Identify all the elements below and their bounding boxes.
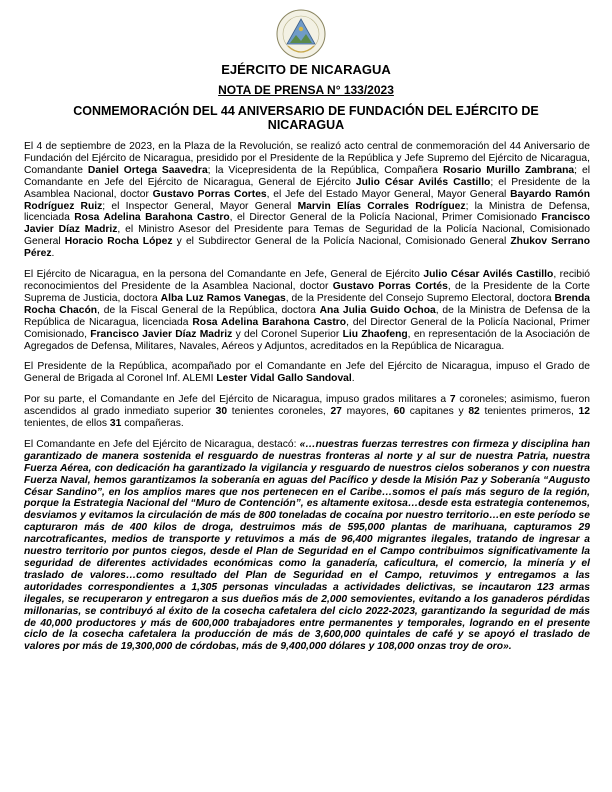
bold-text: Brenda Rocha Chacón — [24, 292, 590, 316]
paragraph-3 — [24, 361, 590, 385]
text-run: , de la Presidente de la Corte Suprema de Justicia, doctora — [24, 280, 590, 304]
text-run: ; el Presidente de la Asamblea Nacional, doctor — [24, 176, 591, 200]
bold-text: 82 — [468, 406, 480, 418]
text-run: mayores, — [341, 406, 394, 418]
nicaragua-coat-of-arms-seal-icon — [270, 8, 332, 64]
bold-text: Daniel Ortega Saavedra — [87, 164, 208, 176]
organization-name: EJÉRCITO DE NICARAGUA — [221, 62, 391, 77]
bold-text: Horacio Rocha López — [64, 236, 173, 248]
text-run: , en representación de la Asociación de Agregados de Defensa, Militares, Navales, Aéreos y Adjuntos, acreditados en la República de Nicaragua. — [24, 328, 590, 352]
text-run: . — [351, 373, 355, 385]
press-note-number: NOTA DE PRENSA N° 133/2023 — [218, 83, 394, 97]
text-run: coroneles; asimismo, fueron ascendidos al grado inmediato superior — [24, 394, 590, 418]
bold-text: Rosa Adelina Barahona Castro — [192, 316, 347, 328]
text-run: ; el Inspector General, Mayor General — [102, 200, 298, 212]
text-run: tenientes primeros, — [479, 406, 579, 418]
bold-text: Lester Vidal Gallo Sandoval — [216, 373, 352, 385]
bold-text: Francisco Javier Díaz Madriz — [24, 212, 590, 236]
text-run: compañeras. — [121, 418, 184, 430]
text-run: , del Director General de la Policía Nacional, Primer Comisionado, — [24, 316, 590, 340]
text-run: tenientes, de ellos — [24, 418, 110, 430]
bold-text: Rosario Murillo Zambrana — [442, 164, 575, 176]
bold-text: Zhukov Serrano Pérez — [24, 236, 591, 260]
text-run: El Comandante en Jefe del Ejército de Nicaragua, destacó: — [24, 438, 300, 450]
text-run: . — [51, 248, 55, 260]
text-run: , el Ministro Asesor del Presidente para Temas de Seguridad de la Policía Nacional, Comisionado General — [24, 224, 590, 248]
text-run: , de la Presidente del Consejo Supremo Electoral, doctora — [285, 292, 555, 304]
bold-text: Gustavo Porras Cortés — [332, 280, 448, 292]
text-run: Por su parte, el Comandante en Jefe del Ejército de Nicaragua, impuso grados militares a — [24, 394, 450, 406]
text-run: , el Jefe del Estado Mayor General, Mayor General — [266, 188, 511, 200]
quote-text: «…nuestras fuerzas terrestres con firmeza y disciplina han garantizado de manera sostenida el resguardo de nuestras fronteras al norte y al sur de nuestra Patria, nuestra Fuerza Aérea, con dedicación ha garantizado la vigilancia y resguardo de nuestros cielos soberanos y con nuestra Fuerza Naval, hemos garantizamos la soberanía en aguas del Pacífico y desde la Misión Paz y Soberanía “Augusto César Sandino”, en los amplios mares que nos pertenecen en el Caribe…somos el país más seguro de la región, porque la Estrategia Nacional del “Muro de Contención”, es altamente exitosa…desde esta estrategia contenemos, desviamos y evitamos la circulación de más de 800 toneladas de cocaína por nuestro territorio…en este período se capturaron más de 400 kilos de droga, destruimos más de 595,000 plantas de marihuana, capturamos 29 narcotraficantes, medios de transporte y retuvimos a más de 96,400 migrantes ilegales, tratando de ingresar a nuestro territorio por puntos ciegos, desde el Plan de Seguridad en el Campo contribuimos significativamente la seguridad de diferentes actividades económicas como la ganadería, caficultura, el comercio, la minería y el traslado de valores…como resultado del Plan de Seguridad en el Campo, retuvimos y entregamos a las autoridades correspondientes a 1,305 personas vinculadas a actividades delictivas, se incautaron 123 armas ilegales, se recuperaron y entregaron a sus dueños más de 2,000 semovientes, evitando a los ganaderos pérdidas millonarias, se contribuyó al éxito de la cosecha cafetalera del ciclo 2022-2023, garantizando la seguridad de más de 40,000 productores y más de 600,000 trabajadores entre permanentes y temporales, logrando en el presente ciclo de la cosecha cafetalera la producción de más de 3,600,000 quintales de café y se apoyó el traslado de valores por más de 19,300,000 de córdobas, más de 9,400,000 dólares y 108,000 onzas troy de oro». — [24, 438, 590, 653]
text-run: , recibió reconocimientos del Presidente de la Asamblea Nacional, doctor — [24, 269, 591, 292]
bold-text: Bayardo Ramón Rodríguez Ruiz — [24, 188, 590, 212]
document-title: CONMEMORACIÓN DEL 44 ANIVERSARIO DE FUNDACIÓN DEL EJÉRCITO DE NICARAGUA — [73, 104, 539, 132]
bold-text: 30 — [215, 406, 228, 418]
bold-text: Alba Luz Ramos Vanegas — [160, 292, 286, 304]
bold-text: 7 — [449, 394, 456, 406]
text-run: ; la Vicepresidenta de la República, Compañera — [207, 164, 443, 176]
text-run: El 4 de septiembre de 2023, en la Plaza de la Revolución, se realizó acto central de conmemoración del 44 Aniversario de Fundación del Ejército de Nicaragua, presidido por el Presidente de la República y Jefe Supremo del Ejército de Nicaragua, Comandante — [24, 141, 590, 176]
bold-text: Gustavo Porras Cortes — [152, 188, 267, 200]
document-body — [24, 141, 590, 662]
bold-text: 60 — [393, 406, 406, 418]
bold-text: Julio César Avilés Castillo — [423, 269, 554, 281]
bold-text: Francisco Javier Díaz Madriz — [90, 328, 233, 340]
bold-text: Ana Julia Guido Ochoa — [319, 304, 436, 316]
text-run: , de la Fiscal General de la República, doctora — [97, 304, 320, 316]
bold-text: 27 — [330, 406, 342, 418]
text-run: ; la Ministra de Defensa, licenciada — [24, 200, 591, 224]
text-run: y el Subdirector General de la Policía Nacional, Comisionado General — [172, 236, 511, 248]
text-run: tenientes coroneles, — [227, 406, 331, 418]
text-run: ; el Comandante en Jefe del Ejército de Nicaragua, General de Ejército — [24, 164, 590, 188]
bold-text: Rosa Adelina Barahona Castro — [74, 212, 230, 224]
bold-text: Julio César Avilés Castillo — [355, 176, 491, 188]
paragraph-4 — [24, 394, 590, 430]
paragraph-1 — [24, 141, 590, 260]
text-run: , el Director General de la Policía Nacional, Primer Comisionado — [229, 212, 542, 224]
paragraph-2 — [24, 269, 590, 352]
text-run: capitanes y — [405, 406, 469, 418]
text-run: El Presidente de la República, acompañado por el Comandante en Jefe del Ejército de Nicaragua, impuso el Grado de General de Brigada al Coronel Inf. ALEMI — [24, 361, 590, 385]
text-run: El Ejército de Nicaragua, en la persona del Comandante en Jefe, General de Ejército — [24, 269, 424, 281]
bold-text: 31 — [109, 418, 122, 430]
bold-text: Marvin Elías Corrales Rodríguez — [297, 200, 466, 212]
bold-text: 12 — [578, 406, 590, 418]
paragraph-5 — [24, 439, 590, 653]
text-run: y del Coronel Superior — [232, 328, 343, 340]
bold-text: Liu Zhaofeng — [342, 328, 408, 340]
text-run: , de la Ministra de Defensa de la República de Nicaragua, licenciada — [24, 304, 591, 328]
